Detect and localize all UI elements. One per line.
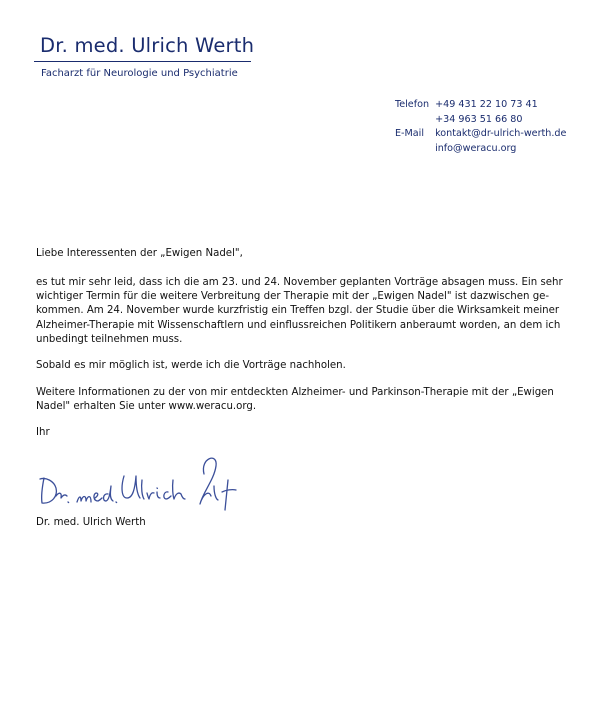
- letter-body: [36, 247, 571, 440]
- paragraph-3-line: Nadel" erhalten Sie unter www.weracu.org.: [36, 400, 257, 412]
- email-label: E-Mail: [395, 128, 425, 139]
- paragraph-1-line: es tut mir sehr leid, dass ich die am 23. und 24. November geplanten Vorträge absagen muss. Ein sehr: [36, 276, 563, 288]
- handwritten-signature: [32, 446, 242, 520]
- phone-number-1: +49 431 22 10 73 41: [435, 99, 538, 110]
- signer-name: Dr. med. Ulrich Werth: [36, 517, 146, 528]
- phone-number-2: +34 963 51 66 80: [435, 113, 523, 125]
- contact-email-row-2: [395, 143, 566, 158]
- letterhead-name: Dr. med. Ulrich Werth: [40, 34, 255, 57]
- contact-phone-row-2: [395, 114, 566, 129]
- paragraph-3: [36, 386, 571, 415]
- email-address-1: kontakt@dr-ulrich-werth.de: [435, 128, 567, 139]
- phone-label: Telefon: [395, 99, 430, 110]
- contact-block: [395, 99, 566, 157]
- paragraph-1-line: kommen. Am 24. November wurde kurzfristig ein Treffen bzgl. der Studie über die Wirksamkeit meiner: [36, 305, 560, 317]
- contact-phone-row: [395, 99, 566, 114]
- email-address-2: info@weracu.org: [435, 142, 517, 154]
- letterhead-divider: [34, 61, 251, 62]
- contact-email-row: [395, 128, 566, 143]
- paragraph-3-line: Weitere Informationen zu der von mir entdeckten Alzheimer- und Parkinson-Therapie mit der „Ewigen: [36, 386, 554, 398]
- letterhead-subtitle: Facharzt für Neurologie und Psychiatrie: [41, 68, 238, 79]
- paragraph-1-line: unbedingt teilnehmen muss.: [36, 333, 183, 345]
- paragraph-1: [36, 276, 571, 347]
- salutation: Liebe Interessenten der „Ewigen Nadel",: [36, 248, 243, 259]
- closing: Ihr: [36, 427, 50, 439]
- paragraph-1-line: wichtiger Termin für die weitere Verbreitung der Therapie mit der „Ewigen Nadel" ist dazwischen ge-: [36, 291, 550, 303]
- paragraph-1-line: Alzheimer-Therapie mit Wissenschaftlern und einflussreichen Politikern anberaumt worden, an dem ich: [36, 319, 561, 331]
- paragraph-2: Sobald es mir möglich ist, werde ich die Vorträge nachholen.: [36, 360, 346, 372]
